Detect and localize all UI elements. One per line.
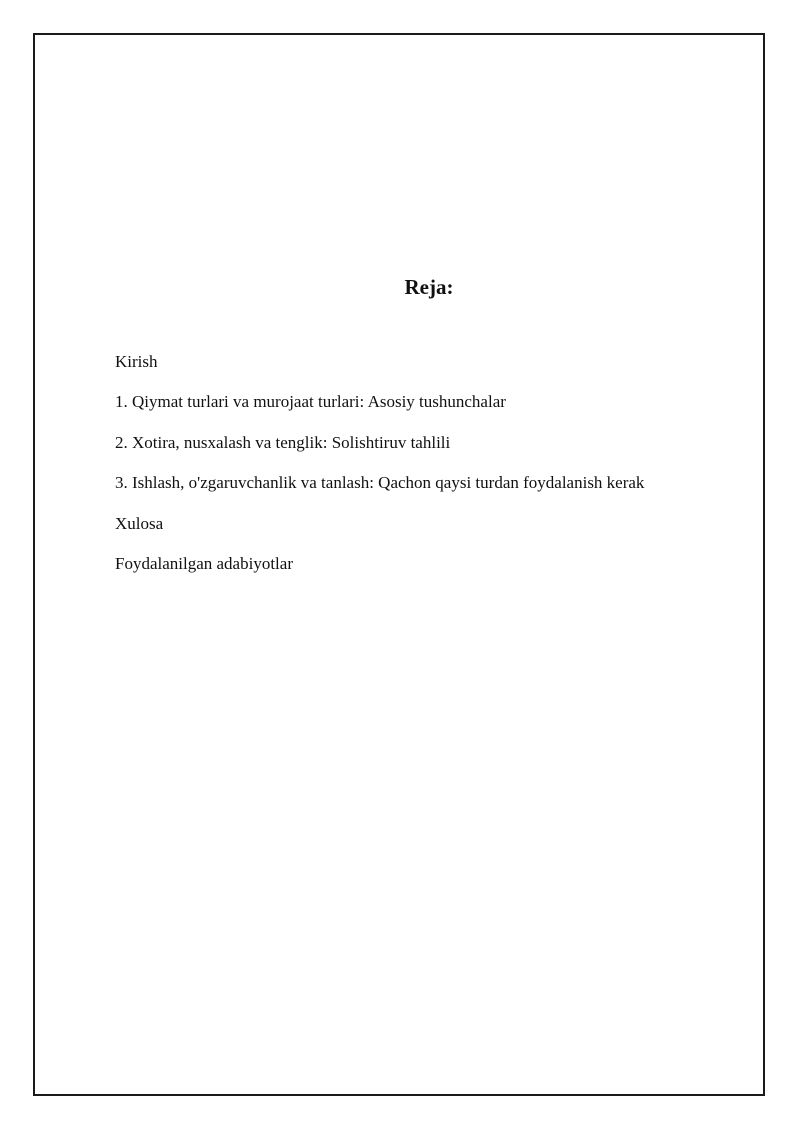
plan-item-introduction: Kirish <box>115 352 158 371</box>
plan-item-references: Foydalanilgan adabiyotlar <box>115 553 293 573</box>
plan-item-1: 1. Qiymat turlari va murojaat turlari: Asosiy tushunchalar <box>115 392 506 412</box>
plan-item-3: 3. Ishlash, o'zgaruvchanlik va tanlash: Qachon qaysi turdan foydalanish kerak <box>115 473 645 493</box>
plan-item-conclusion: Xulosa <box>115 513 164 533</box>
plan-list <box>115 350 644 592</box>
plan-item-2: 2. Xotira, nusxalash va tenglik: Solishtiruv tahlili <box>115 432 451 452</box>
page-title: Reja: <box>404 275 454 299</box>
